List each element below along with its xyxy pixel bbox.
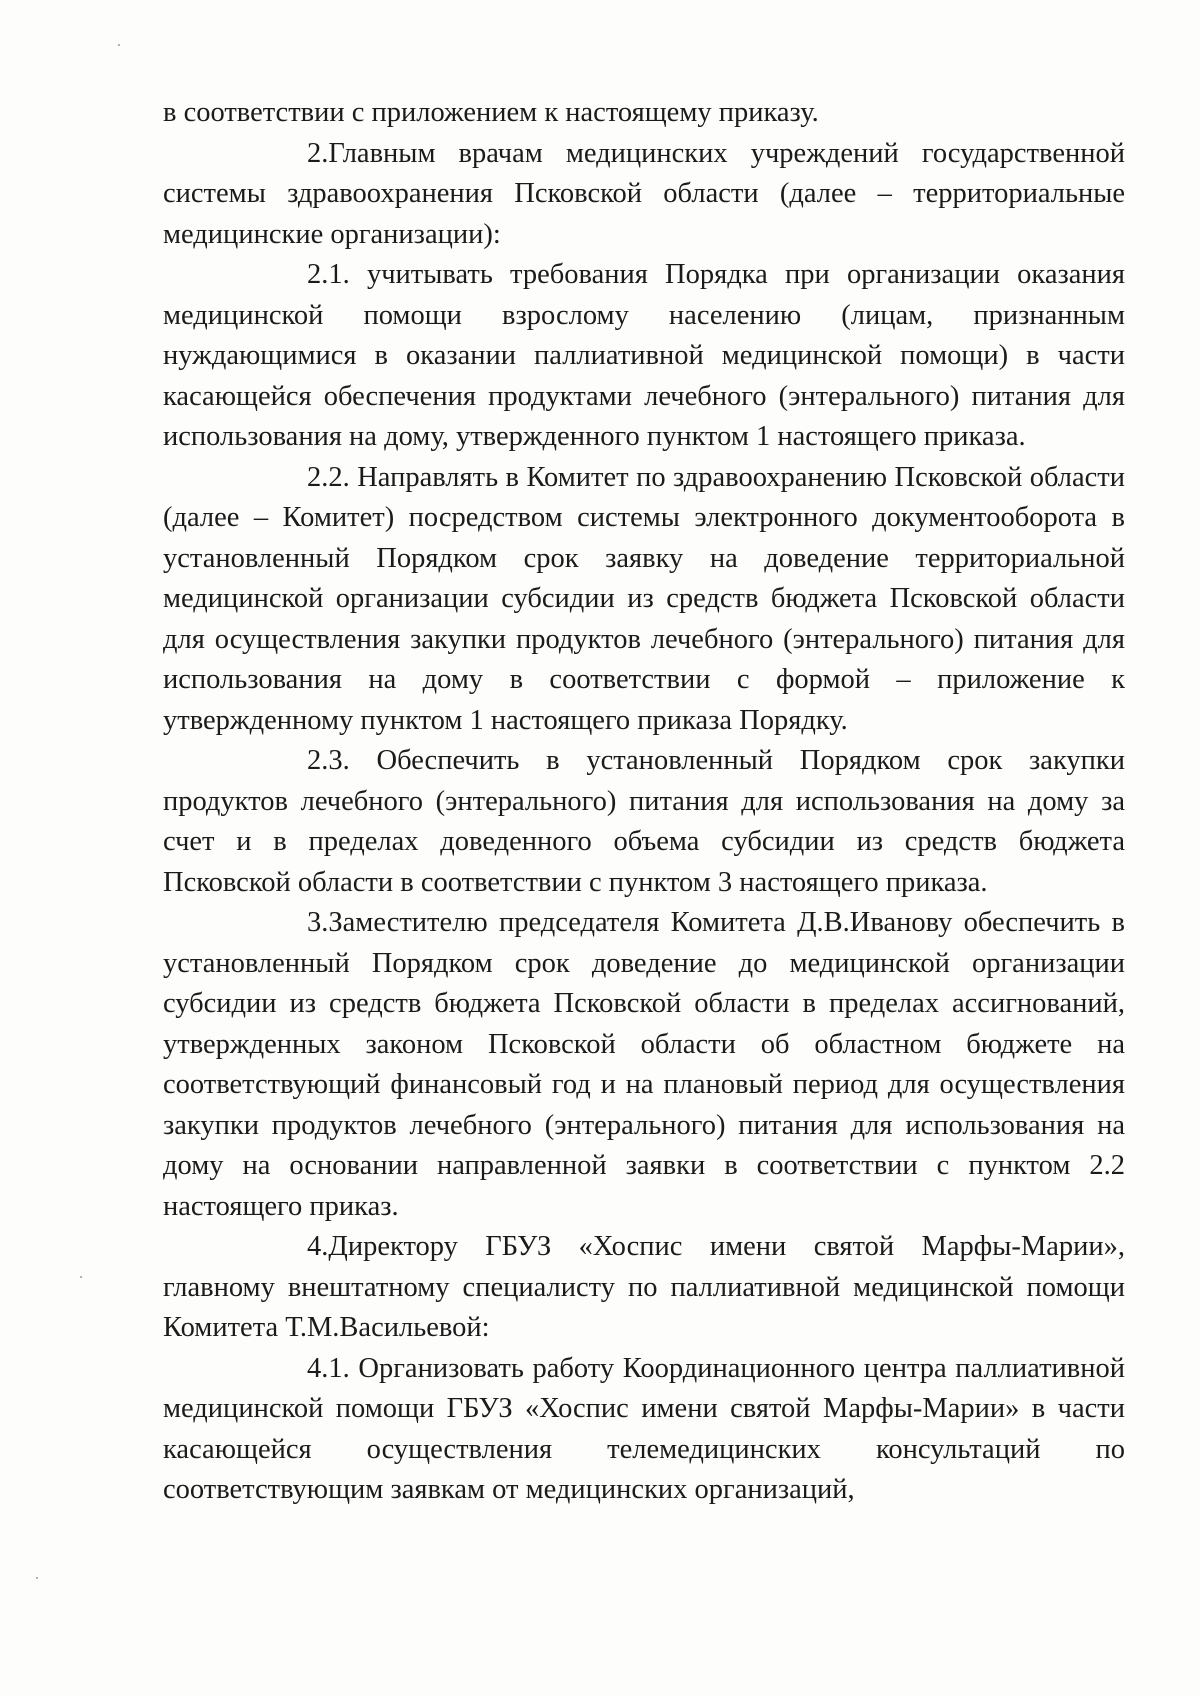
paragraph-text: Заместителю председателя Комитета Д.В.Иванову обеспечить в установленный Порядком срок доведение до медицинской организации субсидии из средств бюджета Псковской области в пределах ассигнований, утвержденных законом Псковской области об областном бюджете на соответствующий финансовый год и на плановый период для осуществления закупки продуктов лечебного (энтерального) питания для использования на дому на основании направленной заявки в соответствии с пунктом 2.2 настоящего приказ.	[163, 907, 1125, 1222]
paragraph-text: в соответствии с приложением к настоящему приказу.	[163, 97, 819, 128]
paragraph-text: Главным врачам медицинских учреждений государственной системы здравоохранения Псковской области (далее – территориальные медицинские организации):	[163, 137, 1125, 250]
paragraph-number: 2.2.	[307, 461, 350, 493]
paragraph-text: Направлять в Комитет по здравоохранению Псковской области (далее – Комитет) посредством системы электронного документооборота в установленный Порядком срок заявку на доведение территориальной медицинской организации субсидии из средств бюджета Псковской области для осуществления закупки продуктов лечебного (энтерального) питания для использования на дому в соответствии с формой – приложение к утвержденному пунктом 1 настоящего приказа Порядку.	[163, 461, 1125, 736]
scan-speck	[36, 1577, 38, 1579]
scan-speck	[118, 44, 120, 46]
paragraph-number: 4.	[307, 1231, 329, 1262]
paragraph-2-1	[163, 255, 1125, 458]
paragraph-number: 2.	[307, 137, 329, 169]
paragraph-3	[163, 903, 1125, 1227]
paragraph-text: Обеспечить в установленный Порядком срок закупки продуктов лечебного (энтерального) питания для использования на дому за счет и в пределах доведенного объема субсидии из средств бюджета Псковской области в соответствии с пунктом 3 настоящего приказа.	[163, 745, 1125, 898]
paragraph-continuation	[163, 93, 1125, 134]
paragraph-2-2	[163, 458, 1125, 742]
paragraph-2	[163, 134, 1125, 256]
paragraph-2-3	[163, 741, 1125, 903]
paragraph-text: Организовать работу Координационного центра паллиативной медицинской помощи ГБУЗ «Хоспис имени святой Марфы-Марии» в части касающейся осуществления телемедицинских консультаций по соответствующим заявкам от медицинских организаций,	[163, 1352, 1125, 1505]
paragraph-number: 3.	[307, 907, 329, 938]
paragraph-number: 2.1.	[307, 259, 350, 290]
paragraph-number: 2.3.	[307, 745, 350, 776]
paragraph-text: Директору ГБУЗ «Хоспис имени святой Марфы-Марии», главному внештатному специалисту по паллиативной медицинской помощи Комитета Т.М.Васильевой:	[163, 1231, 1125, 1343]
paragraph-text: учитывать требования Порядка при организации оказания медицинской помощи взрослому населению (лицам, признанным нуждающимися в оказании паллиативной медицинской помощи) в части касающейся обеспечения продуктами лечебного (энтерального) питания для использования на дому, утвержденного пунктом 1 настоящего приказа.	[163, 259, 1125, 452]
document-body	[163, 93, 1125, 1511]
paragraph-number: 4.1.	[307, 1352, 350, 1384]
paragraph-4	[163, 1227, 1125, 1349]
paragraph-4-1	[163, 1349, 1125, 1511]
scan-speck	[80, 1276, 82, 1278]
